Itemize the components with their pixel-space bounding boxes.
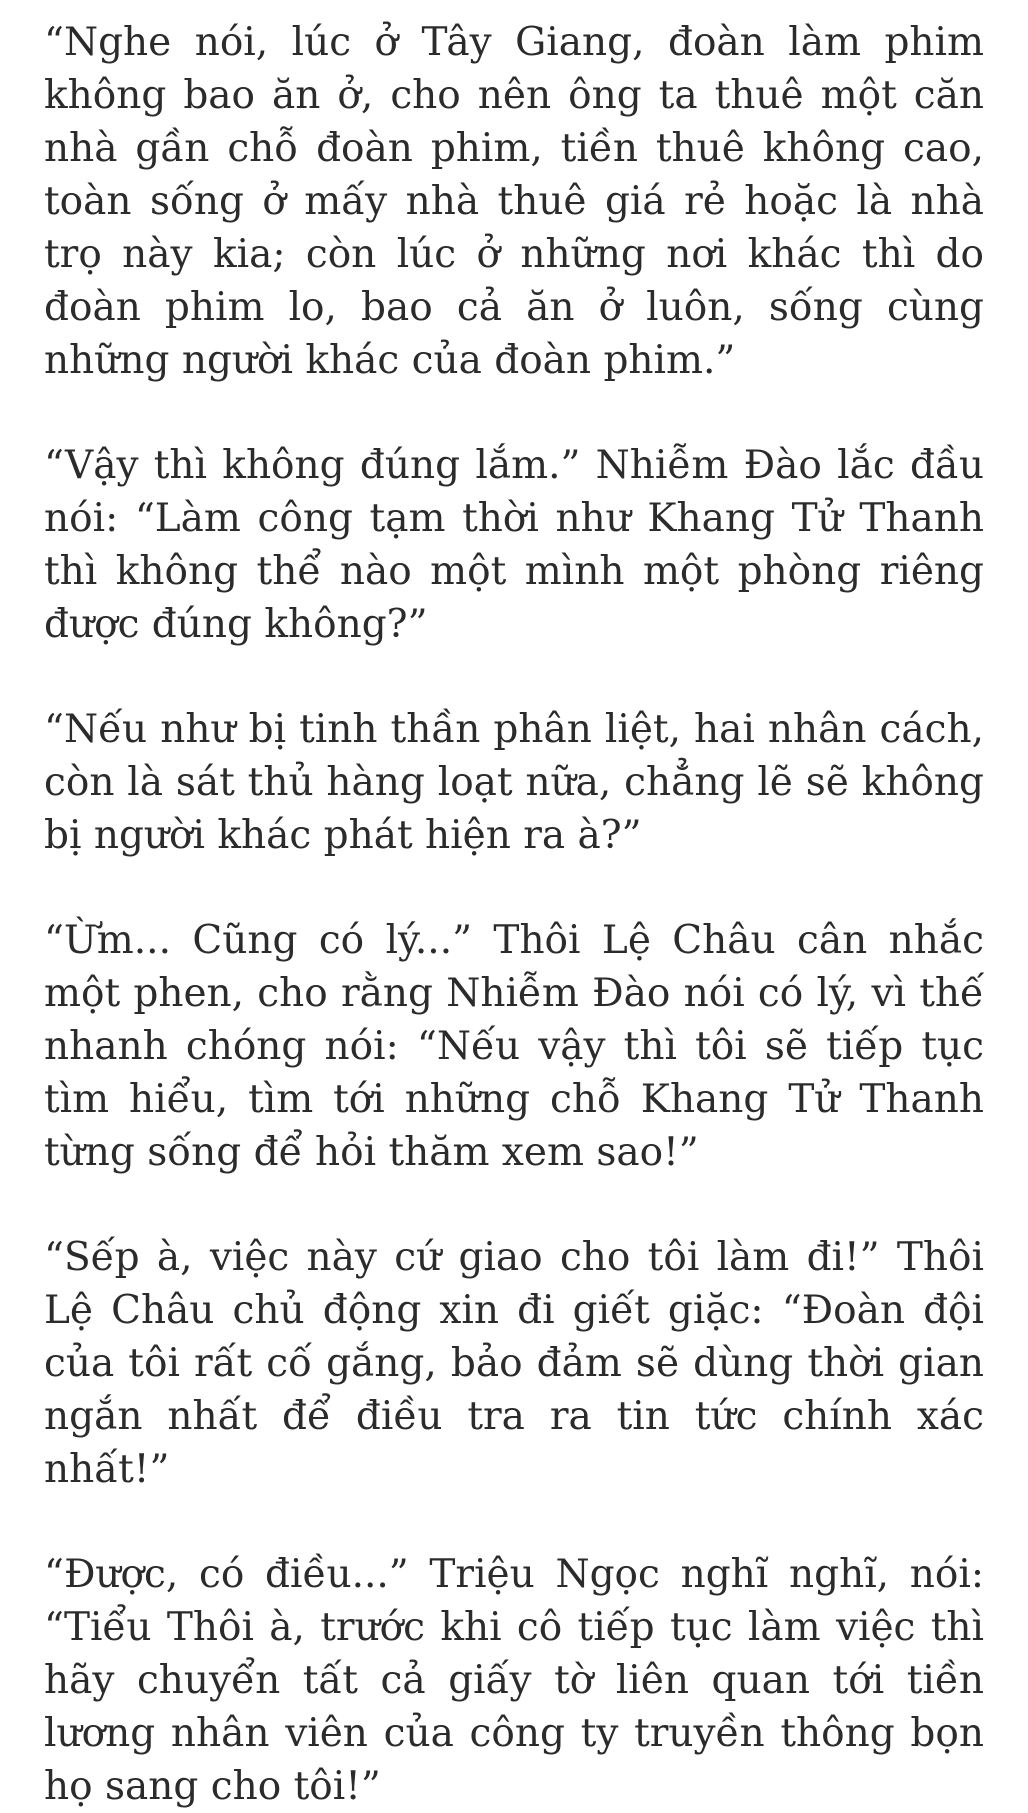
paragraph: “Ừm... Cũng có lý...” Thôi Lệ Châu cân nhắc một phen, cho rằng Nhiễm Đào nói có lý, vì thế nhanh chóng nói: “Nếu vậy thì tôi sẽ tiếp tục tìm hiểu, tìm tới những chỗ Khang Tử Thanh từng sống để hỏi thăm xem sao!” (44, 918, 984, 1175)
paragraph: “Nghe nói, lúc ở Tây Giang, đoàn làm phim không bao ăn ở, cho nên ông ta thuê một căn nhà gần chỗ đoàn phim, tiền thuê không cao, toàn sống ở mấy nhà thuê giá rẻ hoặc là nhà trọ này kia; còn lúc ở những nơi khác thì do đoàn phim lo, bao cả ăn ở luôn, sống cùng những người khác của đoàn phim.” (44, 20, 984, 383)
paragraph: “Sếp à, việc này cứ giao cho tôi làm đi!” Thôi Lệ Châu chủ động xin đi giết giặc: “Đoàn đội của tôi rất cố gắng, bảo đảm sẽ dùng thời gian ngắn nhất để điều tra ra tin tức chính xác nhất!” (44, 1235, 984, 1492)
paragraph: “Nếu như bị tinh thần phân liệt, hai nhân cách, còn là sát thủ hàng loạt nữa, chẳng lẽ sẽ không bị người khác phát hiện ra à?” (44, 707, 984, 858)
paragraph: “Được, có điều...” Triệu Ngọc nghĩ nghĩ, nói: “Tiểu Thôi à, trước khi cô tiếp tục làm việc thì hãy chuyển tất cả giấy tờ liên quan tới tiền lương nhân viên của công ty truyền thông bọn họ sang cho tôi!” (44, 1552, 984, 1809)
paragraph: “Vậy thì không đúng lắm.” Nhiễm Đào lắc đầu nói: “Làm công tạm thời như Khang Tử Thanh thì không thể nào một mình một phòng riêng được đúng không?” (44, 443, 984, 647)
reading-page (44, 16, 984, 1813)
